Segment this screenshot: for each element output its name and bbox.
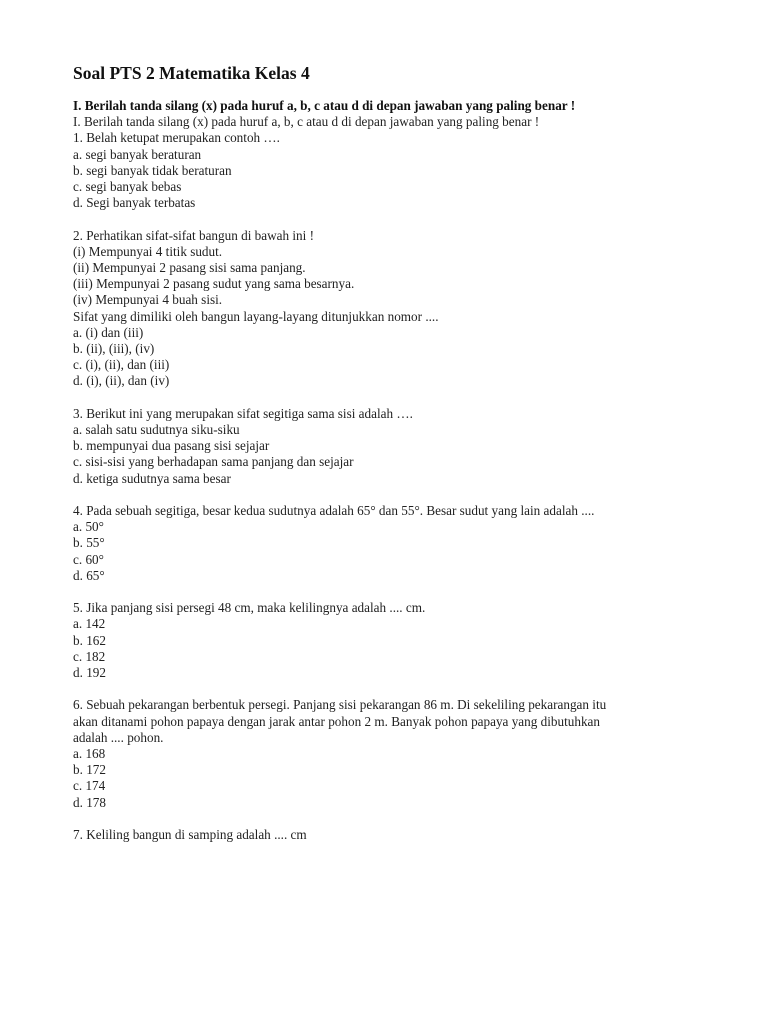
answer-option: b. (ii), (iii), (iv) — [73, 341, 155, 357]
question-3 — [73, 406, 713, 487]
statement: (iv) Mempunyai 4 buah sisi. — [73, 292, 223, 308]
statement: (iii) Mempunyai 2 pasang sudut yang sama besarnya. — [73, 276, 355, 292]
answer-option: b. 172 — [73, 762, 106, 778]
document-page — [73, 62, 713, 843]
answer-option: b. 55° — [73, 535, 105, 551]
document-title: Soal PTS 2 Matematika Kelas 4 — [73, 63, 310, 83]
answer-option: d. ketiga sudutnya sama besar — [73, 470, 231, 486]
answer-option: c. 174 — [73, 778, 106, 794]
section-heading: I. Berilah tanda silang (x) pada huruf a, b, c atau d di depan jawaban yang paling benar ! — [73, 98, 576, 113]
question-text: 3. Berikut ini yang merupakan sifat segitiga sama sisi adalah …. — [73, 405, 413, 421]
question-text: 6. Sebuah pekarangan berbentuk persegi. Panjang sisi pekarangan 86 m. Di sekeliling pekarangan itu — [73, 697, 607, 713]
question-7 — [73, 827, 713, 843]
question-text: 4. Pada sebuah segitiga, besar kedua sudutnya adalah 65° dan 55°. Besar sudut yang lain adalah .... — [73, 503, 595, 519]
question-text: 5. Jika panjang sisi persegi 48 cm, maka kelilingnya adalah .... cm. — [73, 600, 426, 616]
answer-option: b. segi banyak tidak beraturan — [73, 162, 232, 178]
question-4 — [73, 503, 713, 584]
answer-option: d. 192 — [73, 665, 106, 681]
question-6 — [73, 697, 713, 810]
answer-option: d. 65° — [73, 567, 105, 583]
answer-option: a. 50° — [73, 519, 104, 535]
question-text: 1. Belah ketupat merupakan contoh …. — [73, 130, 280, 146]
answer-option: a. 168 — [73, 746, 106, 762]
answer-option: c. (i), (ii), dan (iii) — [73, 357, 170, 373]
answer-option: b. 162 — [73, 632, 106, 648]
answer-option: c. sisi-sisi yang berhadapan sama panjang dan sejajar — [73, 454, 354, 470]
answer-option: d. 178 — [73, 794, 106, 810]
answer-option: c. segi banyak bebas — [73, 179, 182, 195]
answer-option: c. 60° — [73, 551, 104, 567]
question-text: adalah .... pohon. — [73, 729, 164, 745]
section-instruction: I. Berilah tanda silang (x) pada huruf a, b, c atau d di depan jawaban yang paling benar ! — [73, 114, 540, 130]
answer-option: b. mempunyai dua pasang sisi sejajar — [73, 438, 270, 454]
answer-option: a. (i) dan (iii) — [73, 324, 144, 340]
question-prompt: Sifat yang dimiliki oleh bangun layang-layang ditunjukkan nomor .... — [73, 308, 439, 324]
question-text: akan ditanami pohon papaya dengan jarak antar pohon 2 m. Banyak pohon papaya yang dibutuhkan — [73, 713, 600, 729]
answer-option: a. segi banyak beraturan — [73, 146, 202, 162]
statement: (i) Mempunyai 4 titik sudut. — [73, 243, 223, 259]
question-text: 2. Perhatikan sifat-sifat bangun di bawah ini ! — [73, 227, 314, 243]
answer-option: a. 142 — [73, 616, 106, 632]
answer-option: d. (i), (ii), dan (iv) — [73, 373, 170, 389]
question-5 — [73, 600, 713, 681]
answer-option: c. 182 — [73, 648, 106, 664]
question-text: 7. Keliling bangun di samping adalah .... cm — [73, 827, 307, 843]
answer-option: a. salah satu sudutnya siku-siku — [73, 422, 240, 438]
question-2 — [73, 228, 713, 390]
question-1 — [73, 130, 713, 211]
answer-option: d. Segi banyak terbatas — [73, 195, 196, 211]
statement: (ii) Mempunyai 2 pasang sisi sama panjang. — [73, 260, 306, 276]
